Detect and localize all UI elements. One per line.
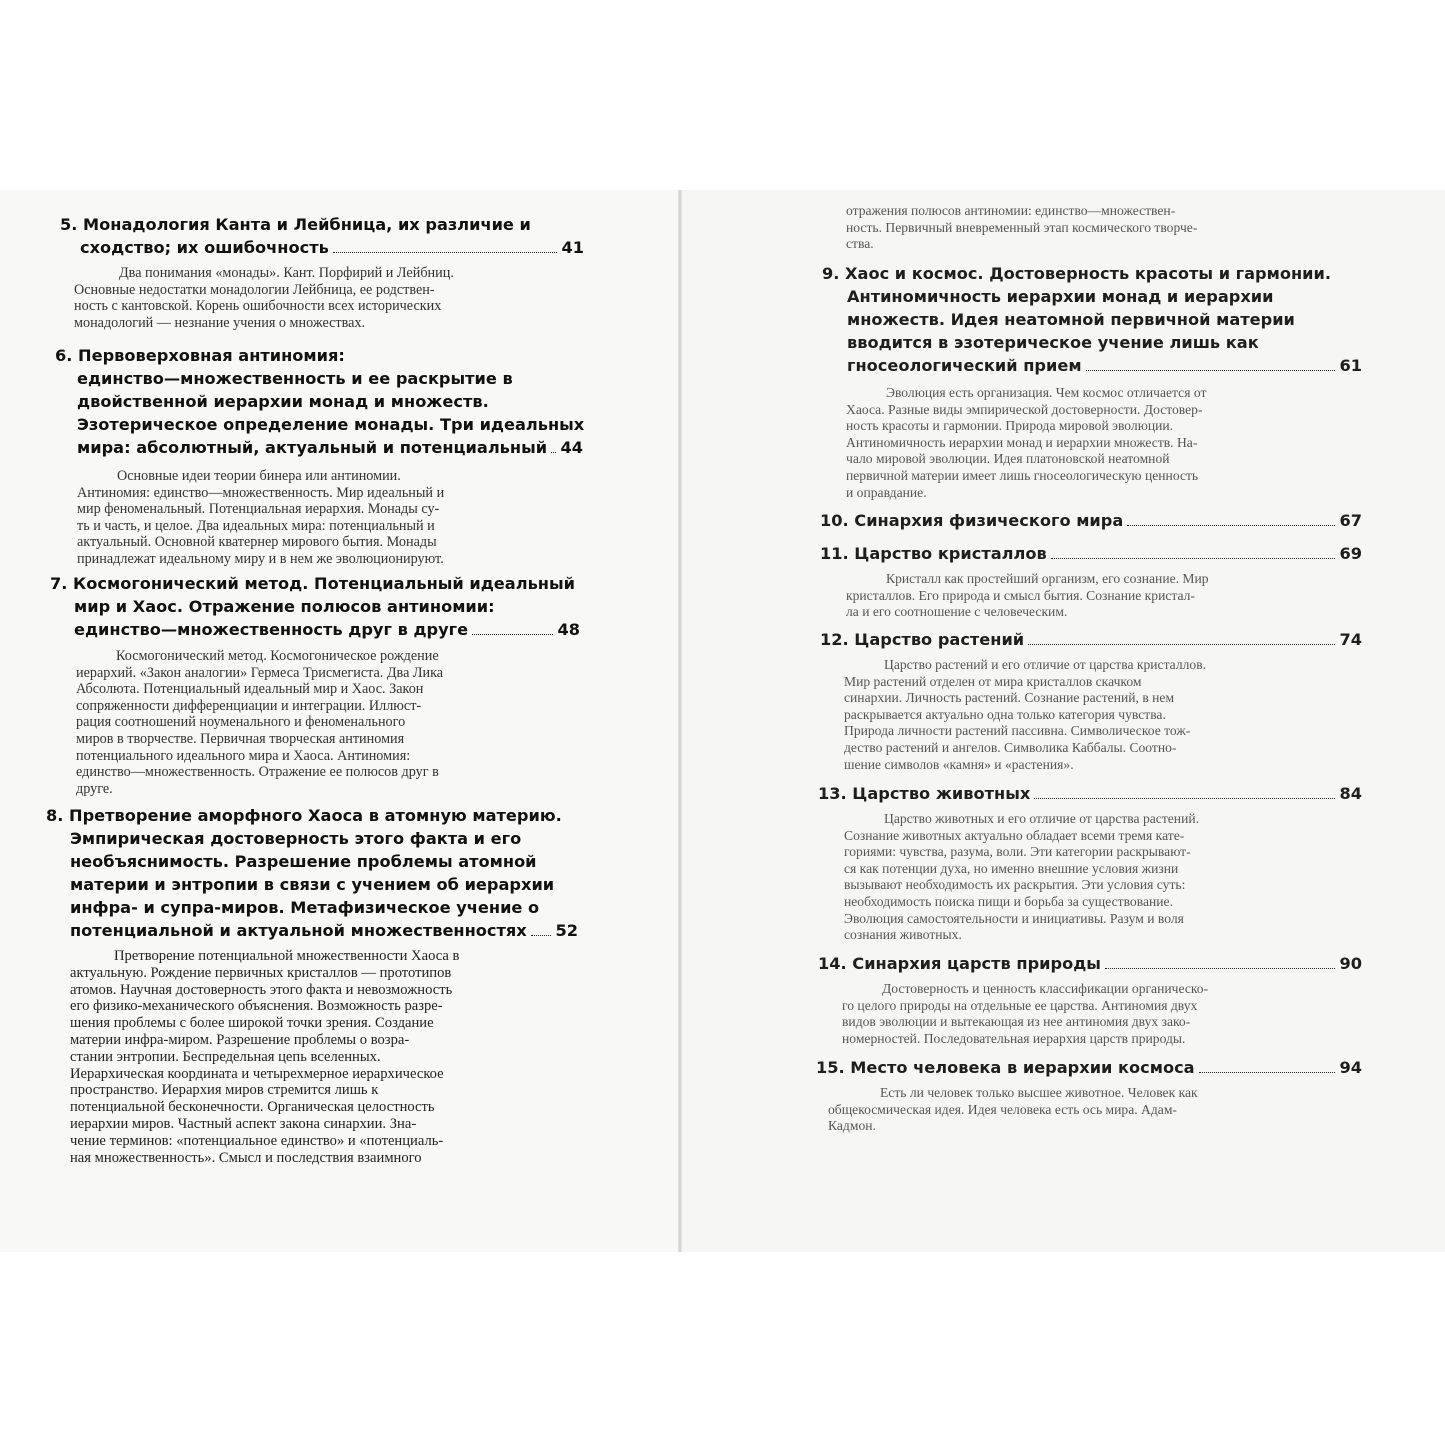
toc-entry-12 <box>820 628 1362 773</box>
page-number: 41 <box>561 238 584 257</box>
page-number: 44 <box>560 438 583 457</box>
dot-leader <box>1127 525 1335 526</box>
page-number: 48 <box>557 620 580 639</box>
toc-heading-15: 15. Место человека в иерархии космоса 94 <box>816 1058 1362 1077</box>
toc-summary-13: Царство животных и его отличие от царства растений. Сознание животных актуально обладает всеми тремя кате- гориями: чувства, разума, воли. Эти категории раскрывают- ся как потенции духа, но именно внешние условия жизни вызывают необходимость их раскрытия. Эти условия суть: необходимость поиска пищи и борьба за существование. Эволюция самостоятельности и инициативы. Разум и воля сознания животных. <box>844 811 1200 943</box>
dot-leader <box>1199 1072 1336 1073</box>
page-number: 69 <box>1339 544 1362 563</box>
heading-line: сходство; их ошибочность <box>80 238 329 257</box>
toc-summary-14: Достоверность и ценность классификации органическо- го целого природы на отдельные ее царства. Антиномия двух видов эволюции и вытекающая из нее антиномия двух зако- номерностей. Последовательная иерархия царств природы. <box>842 981 1209 1046</box>
toc-entry-5 <box>60 213 584 331</box>
toc-entry-9 <box>822 262 1362 501</box>
toc-heading-13: 13. Царство животных 84 <box>818 784 1362 803</box>
dot-leader <box>1105 968 1336 969</box>
toc-entry-14 <box>818 952 1362 1047</box>
toc-heading-9: 9. Хаос и космос. Достоверность красоты и гармонии. Антиномичность иерархии монад и иерархии множеств. Идея неатомной первичной материи вводится в эзотерическое учение лишь как гносеологический прием 61 <box>822 264 1362 375</box>
toc-summary-9: Эволюция есть организация. Чем космос отличается от Хаоса. Разные виды эмпирической достоверности. Достовер- ность красоты и гармонии. Природа мировой эволюции. Антиномичность иерархии монад и иерархии множеств. На- чало мировой эволюции. Идея платоновской неатомной первичной материи имеет лишь гносеологическую ценность и оправдание. <box>846 385 1207 500</box>
toc-entry-8 <box>46 804 578 1166</box>
page-number: 74 <box>1339 630 1362 649</box>
toc-summary-8: Претворение потенциальной множественности Хаоса в актуальную. Рождение первичных кристаллов — прототипов атомов. Научная достоверность этого факта и невозможность его физико-механического объяснения. Возможность разре- шения проблемы с более широкой точки зрения. Создание материи инфра-миром. Разрешение проблемы о возра- стании энтропии. Беспредельная цепь вселенных. Иерархическая координата и четырехмерное иерархическое пространство. Иерархия миров стремится лишь к потенциальной бесконечности. Органическая целостность иерархии миров. Частный аспект закона синархии. Зна- чение терминов: «потенциальное единство» и «потенциаль- ная множественность». Смысл и последствия взаимного <box>70 948 460 1166</box>
toc-entry-7 <box>50 572 580 797</box>
toc-summary-6: Основные идеи теории бинера или антиномии. Антиномия: единство—множественность. Мир идеальный и мир феноменальный. Потенциальная иерархия. Монады су- ть и часть, и целое. Два идеальных мира: потенциальный и актуальный. Основной кватернер мирового бытия. Монады принадлежат идеальному миру и в нем же эволюционируют. <box>77 468 445 567</box>
toc-heading-7: 7. Космогонический метод. Потенциальный идеальный мир и Хаос. Отражение полюсов антиномии: единство—множественность друг в друге 48 <box>50 574 580 639</box>
dot-leader <box>531 935 552 936</box>
page-number: 61 <box>1339 356 1362 375</box>
toc-summary-15: Есть ли человек только высшее животное. Человек как общекосмическая идея. Идея человека есть ось мира. Адам- Кадмон. <box>828 1085 1198 1134</box>
toc-entry-6 <box>55 344 583 568</box>
page-number: 94 <box>1339 1058 1362 1077</box>
page-number: 90 <box>1339 954 1362 973</box>
dot-leader <box>1086 370 1336 371</box>
toc-summary-7: Космогонический метод. Космогоническое рождение иерархий. «Закон аналогии» Гермеса Трисмегиста. Два Лика Абсолюта. Потенциальный идеальный мир и Хаос. Закон сопряженности дифференциации и интеграции. Иллюст- рация соотношений ноуменального и феноменального миров в творчестве. Первичная творческая антиномия потенциального идеального мира и Хаоса. Антиномия: единство—множественность. Отражение ее полюсов друг в друге. <box>76 648 444 797</box>
toc-continuation <box>846 203 1316 253</box>
toc-heading-12: 12. Царство растений 74 <box>820 630 1362 649</box>
dot-leader <box>1028 644 1335 645</box>
toc-heading-11: 11. Царство кристаллов 69 <box>820 544 1362 563</box>
toc-summary-5: Два понимания «монады». Кант. Порфирий и Лейбниц. Основные недостатки монадологии Лейбница, ее родствен- ность с кантовской. Корень ошибочности всех исторических монадологий — незнание учения о множествах. <box>74 265 454 331</box>
toc-entry-10 <box>820 509 1362 532</box>
toc-heading-6: 6. Первоверховная антиномия: единство—множественность и ее раскрытие в двойственной иерархии монад и множеств. Эзотерическое определение монады. Три идеальных мира: абсолютный, актуальный и потенциальный 44 <box>55 346 585 457</box>
heading-line: 5. Монадология Канта и Лейбница, их различие и <box>60 215 531 234</box>
toc-heading-8: 8. Претворение аморфного Хаоса в атомную материю. Эмпирическая достоверность этого факта и его необъяснимость. Разрешение проблемы атомной материи и энтропии в связи с учением об иерархии инфра- и супра-миров. Метафизическое учение о потенциальной и актуальной множественностях 52 <box>46 806 578 940</box>
book-gutter <box>678 190 682 1252</box>
dot-leader <box>472 634 553 635</box>
toc-entry-11 <box>820 542 1362 621</box>
toc-entry-13 <box>818 782 1362 944</box>
toc-heading-10: 10. Синархия физического мира 67 <box>820 511 1362 530</box>
page-number: 67 <box>1339 511 1362 530</box>
dot-leader <box>1034 798 1335 799</box>
toc-heading-5 <box>60 213 584 259</box>
dot-leader <box>333 252 558 253</box>
toc-heading-14: 14. Синархия царств природы 90 <box>818 954 1362 973</box>
toc-summary-12: Царство растений и его отличие от царства кристаллов. Мир растений отделен от мира кристаллов скачком синархии. Личность растений. Сознание растений, в нем раскрывается актуально одна только категория чувства. Природа личности растений пассивна. Символическое тож- дество растений и ангелов. Символика Каббалы. Соотно- шение символов «камня» и «растения». <box>844 657 1207 772</box>
page-number: 84 <box>1339 784 1362 803</box>
dot-leader <box>1051 558 1336 559</box>
page-number: 52 <box>555 921 578 940</box>
dot-leader <box>551 452 556 453</box>
toc-summary-11: Кристалл как простейший организм, его сознание. Мир кристаллов. Его природа и смысл бытия. Сознание кристал- ла и его соотношение с человеческим. <box>846 571 1209 620</box>
toc-summary-8-continued: отражения полюсов антиномии: единство—множествен- ность. Первичный вневременный этап космического творче- ства. <box>846 203 1198 252</box>
toc-entry-15 <box>816 1056 1362 1135</box>
